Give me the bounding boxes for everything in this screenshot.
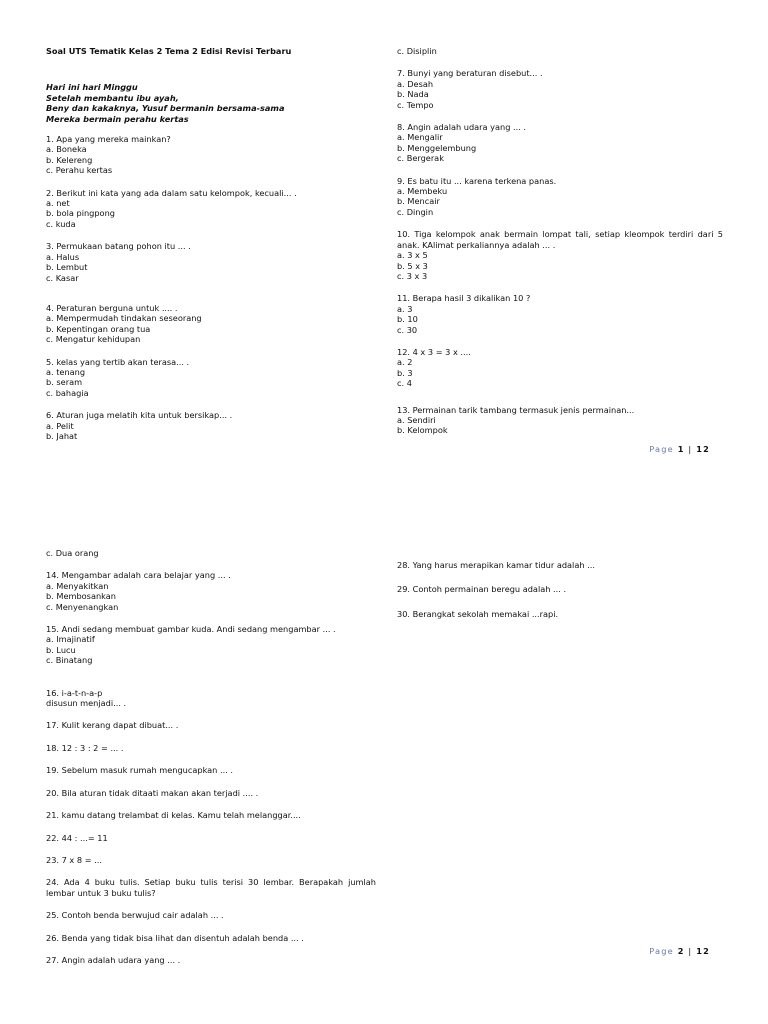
page2-left-column [46,548,376,965]
question-item [46,303,376,345]
answer-option: b. bola pingpong [46,208,115,219]
question-text: 7. Bunyi yang beraturan disebut... . [397,68,543,79]
question-text: 18. 12 : 3 : 2 = ... . [46,742,124,753]
page1-right-column [397,46,723,436]
question-text: 17. Kulit kerang dapat dibuat... . [46,720,179,731]
question-list [46,134,376,441]
answer-option: c. Menyenangkan [46,601,119,612]
question-text: 30. Berangkat sekolah memakai ...rapi. [397,608,559,619]
answer-option: c. kuda [46,218,76,229]
answer-option: c. 4 [397,378,412,389]
page-total: 12 [696,946,710,956]
question-text: 20. Bila aturan tidak ditaati makan akan terjadi .... . [46,787,259,798]
answer-option: b. Jahat [46,430,78,441]
answer-option: a. tenang [46,366,86,377]
question-item [46,877,376,898]
question-text: 24. Ada 4 buku tulis. Setiap buku tulis terisi 30 lembar. Berapakah jumlah lembar untuk 3 buku tulis? [46,877,376,898]
page-label: Page [649,444,674,454]
answer-option: a. 3 [397,303,413,314]
question-item [397,46,723,56]
question-item [46,743,376,753]
question-text: 15. Andi sedang membuat gambar kuda. Andi sedang mengambar ... . [46,624,336,635]
page-number: Page 2 | 12 [649,946,710,956]
question-item [46,765,376,775]
answer-option: c. 3 x 3 [397,270,428,281]
question-item [397,347,723,389]
story-intro [46,82,376,124]
page2-right-column [397,560,723,619]
question-item [397,122,723,164]
question-item [397,609,723,619]
question-item [46,410,376,441]
answer-option: c. Tempo [397,99,434,110]
answer-option: a. Sendiri [397,414,436,425]
question-item [397,560,723,570]
question-text: 4. Peraturan berguna untuk .... . [46,302,178,313]
answer-option: b. seram [46,377,83,388]
question-text: 5. kelas yang tertib akan terasa... . [46,356,190,367]
intro-line: Beny dan kakaknya, Yusuf bermanin bersama-sama [46,103,285,114]
answer-option: c. Binatang [46,655,93,666]
question-item [46,548,376,558]
answer-option: a. Boneka [46,144,87,155]
question-item [397,68,723,110]
question-item [397,176,723,218]
question-item [46,910,376,920]
question-text: c. Dua orang [46,548,99,558]
question-text: 6. Aturan juga melatih kita untuk bersikap... . [46,410,233,421]
question-text: 12. 4 x 3 = 3 x .... [397,346,471,357]
document-page-2 [0,528,768,1024]
question-text: 19. Sebelum masuk rumah mengucapkan ... . [46,765,233,776]
question-text: c. Disiplin [397,46,437,56]
question-text: 13. Permainan tarik tambang termasuk jenis permainan... [397,404,635,415]
question-text: 14. Mengambar adalah cara belajar yang ... . [46,570,231,581]
answer-option: b. Membosankan [46,591,116,602]
answer-option: c. Perahu kertas [46,165,113,176]
question-item [397,293,723,335]
question-item [46,188,376,230]
answer-option: a. Mengalir [397,132,443,143]
page-number: Page 1 | 12 [649,444,710,454]
question-text: 29. Contoh permainan beregu adalah ... . [397,584,567,595]
question-item [397,405,723,436]
answer-option: c. 30 [397,324,418,335]
answer-option: b. 3 [397,367,413,378]
question-text: 25. Contoh benda berwujud cair adalah ... . [46,910,224,921]
question-item [46,810,376,820]
answer-option: b. 10 [397,314,418,325]
question-text: 28. Yang harus merapikan kamar tidur adalah ... [397,560,595,570]
answer-option: a. Mempermudah tindakan seseorang [46,313,202,324]
answer-option: b. Menggelembung [397,142,477,153]
answer-option: a. Membeku [397,186,448,197]
question-text: 27. Angin adalah udara yang ... . [46,954,181,965]
question-item [46,833,376,843]
question-text: 22. 44 : ...= 11 [46,832,108,843]
question-item [46,788,376,798]
answer-option: b. 5 x 3 [397,260,428,271]
answer-option: a. Menyakitkan [46,580,109,591]
answer-option: disusun menjadi... . [46,698,127,709]
question-item [46,855,376,865]
page-total: 12 [696,444,710,454]
answer-option: a. Desah [397,78,434,89]
question-text: 8. Angin adalah udara yang ... . [397,122,527,133]
answer-option: c. Mengatur kehidupan [46,334,141,345]
document-title: Soal UTS Tematik Kelas 2 Tema 2 Edisi Revisi Terbaru [46,46,292,56]
question-text: 21. kamu datang trelambat di kelas. Kamu telah melanggar.... [46,810,301,821]
intro-line: Mereka bermain perahu kertas [46,113,189,124]
question-item [46,624,376,666]
question-item [46,241,376,283]
answer-option: a. Halus [46,251,80,262]
answer-option: a. 2 [397,357,413,368]
question-text: 23. 7 x 8 = ... [46,854,102,865]
answer-option: b. Kelereng [46,154,93,165]
question-item [46,720,376,730]
intro-line: Setelah membantu ibu ayah, [46,92,179,103]
answer-option: c. Bergerak [397,153,444,164]
question-item [46,688,376,709]
answer-option: b. Nada [397,89,429,100]
page-current: 2 [677,946,685,956]
question-item [397,229,723,281]
question-text: 1. Apa yang mereka mainkan? [46,134,171,145]
answer-option: a. net [46,198,70,209]
answer-option: b. Lembut [46,262,88,273]
question-text: 9. Es batu itu ... karena terkena panas. [397,175,557,186]
document-page-1 [0,0,768,480]
answer-option: a. 3 x 5 [397,250,428,261]
question-text: 2. Berikut ini kata yang ada dalam satu kelompok, kecuali... . [46,187,297,198]
answer-option: a. Imajinatif [46,634,95,645]
question-item [46,955,376,965]
answer-option: c. Dingin [397,206,434,217]
question-item [46,134,376,176]
question-item [46,933,376,943]
answer-option: b. Mencair [397,196,440,207]
question-text: 3. Permukaan batang pohon itu ... . [46,241,191,252]
intro-line: Hari ini hari Minggu [46,82,138,93]
answer-option: c. Kasar [46,272,79,283]
question-text: 26. Benda yang tidak bisa lihat dan disentuh adalah benda ... . [46,932,304,943]
page-current: 1 [677,444,685,454]
question-text: 16. i-a-t-n-a-p [46,687,103,698]
page-label: Page [649,946,674,956]
question-item [46,570,376,612]
question-item [397,584,723,594]
answer-option: b. Kelompok [397,425,448,436]
answer-option: b. Lucu [46,644,76,655]
answer-option: c. bahagia [46,387,89,398]
question-text: 10. Tiga kelompok anak bermain lompat tali, setiap kleompok terdiri dari 5 anak. KAlimat perkaliannya adalah ... . [397,229,723,250]
page1-left-column [46,46,376,441]
question-item [46,357,376,399]
answer-option: a. Pelit [46,420,74,431]
answer-option: b. Kepentingan orang tua [46,323,151,334]
question-text: 11. Berapa hasil 3 dikalikan 10 ? [397,293,531,304]
